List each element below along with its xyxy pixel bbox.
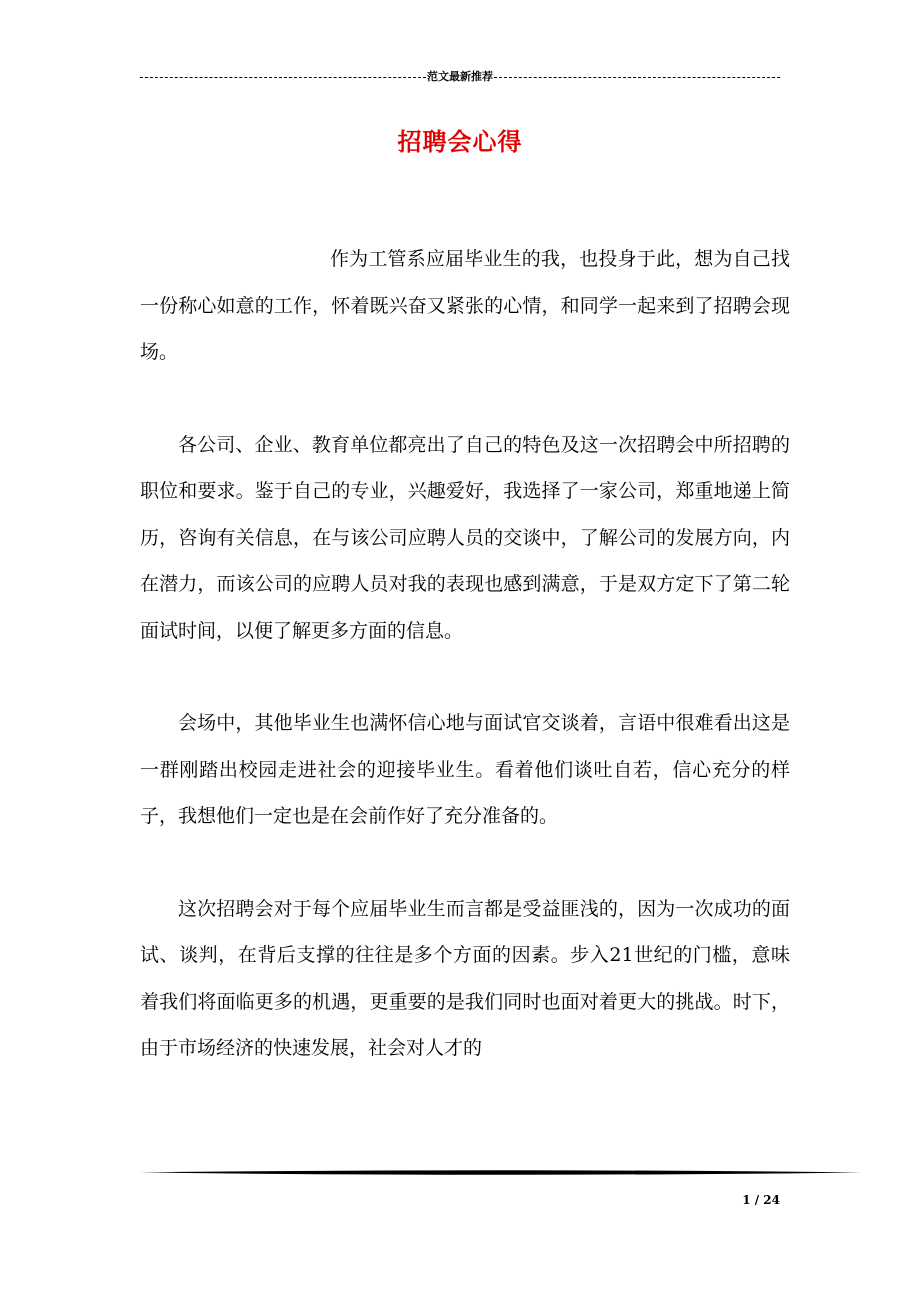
header-dash-right <box>494 77 780 78</box>
document-title: 招聘会心得 <box>397 127 523 156</box>
paragraph: 作为工管系应届毕业生的我，也投身于此，想为自己找一份称心如意的工作，怀着既兴奋又紧张的心情，和同学一起来到了招聘会现场。 <box>140 248 790 363</box>
header-dash-left <box>140 77 426 78</box>
document-body <box>140 236 790 1118</box>
paragraph: 会场中，其他毕业生也满怀信心地与面试官交谈着，言语中很难看出这是一群刚踏出校园走进社会的迎接毕业生。看着他们谈吐自若，信心充分的样子，我想他们一定也是在会前作好了充分准备的。 <box>140 712 790 827</box>
header-label: 范文最新推荐 <box>427 70 493 83</box>
paragraph: 这次招聘会对于每个应届毕业生而言都是受益匪浅的，因为一次成功的面试、谈判，在背后支撑的往往是多个方面的因素。步入21世纪的门槛，意味着我们将面临更多的机遇，更重要的是我们同时也面对着更大的挑战。时下，由于市场经济的快速发展，社会对人才的 <box>140 897 790 1059</box>
footer-rule <box>140 1169 862 1176</box>
page-number: 1 / 24 <box>742 1193 780 1207</box>
paragraph: 各公司、企业、教育单位都亮出了自己的特色及这一次招聘会中所招聘的职位和要求。鉴于自己的专业，兴趣爱好，我选择了一家公司，郑重地递上简历，咨询有关信息，在与该公司应聘人员的交谈中，了解公司的发展方向，内在潜力，而该公司的应聘人员对我的表现也感到满意，于是双方定下了第二轮面试时间，以便了解更多方面的信息。 <box>140 433 790 642</box>
page-header <box>140 66 780 86</box>
